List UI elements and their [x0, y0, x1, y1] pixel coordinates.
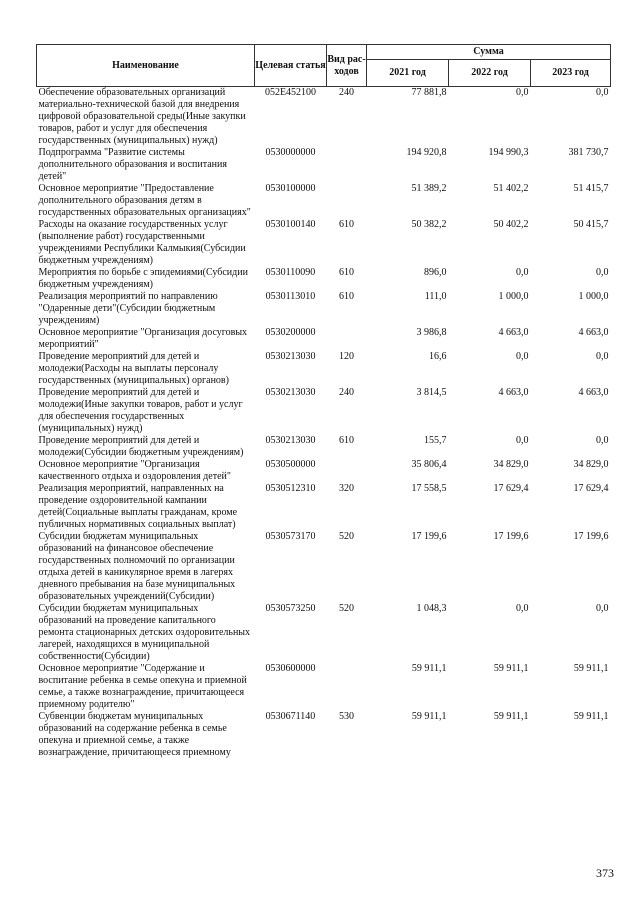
row-kind: 610	[339, 291, 354, 302]
row-sum-2022: 51 402,2	[493, 183, 529, 194]
row-name: Реализация мероприятий, направленных на проведение оздоровительной кампании детей(Социальные выплаты гражданам, кроме публичных нормативных социальных выплат)	[38, 483, 238, 530]
row-sum-2023: 59 911,1	[573, 663, 609, 674]
row-sum-2023: 51 415,7	[573, 183, 609, 194]
row-sum-2022: 0,0	[516, 603, 529, 614]
row-kind: 240	[339, 387, 354, 398]
table-row	[37, 219, 611, 267]
row-name: Проведение мероприятий для детей и молодежи(Иные закупки товаров, работ и услуг для обеспечения государственных (муниципальных) нужд)	[38, 387, 243, 434]
row-code: 0530100000	[265, 183, 316, 194]
row-sum-2021: 155,7	[424, 435, 447, 446]
row-sum-2021: 17 199,6	[411, 531, 447, 542]
row-code: 0530500000	[265, 459, 316, 470]
row-sum-2022: 34 829,0	[493, 459, 529, 470]
table-row	[37, 327, 611, 351]
row-name: Основное мероприятие "Организация качественного отдыха и оздоровления детей"	[38, 459, 231, 482]
row-kind: 610	[339, 435, 354, 446]
row-sum-2023: 17 629,4	[573, 483, 609, 494]
row-name: Субсидии бюджетам муниципальных образований на проведение капитального ремонта стационарных детских оздоровительных лагерей, находящихся в муниципальной собственности(Субсидии)	[38, 603, 251, 662]
table-row	[37, 147, 611, 183]
header-year-2022: 2022 год	[449, 60, 531, 87]
row-kind	[327, 663, 367, 711]
row-kind	[327, 183, 367, 219]
row-name: Обеспечение образовательных организаций материально-технической базой для внедрения цифровой образовательной среды(Иные закупки товаров, работ и услуг для обеспечения государственных (муниципальных) нужд)	[38, 87, 246, 146]
row-name: Субсидии бюджетам муниципальных образований на финансовое обеспечение государственных полномочий по организации отдыха детей в каникулярное время в лагерях дневного пребывания на базе муниципальных образовательных учреждений(Субсидии)	[38, 531, 236, 602]
row-sum-2021: 3 814,5	[416, 387, 447, 398]
row-code: 0530113010	[265, 291, 316, 302]
row-sum-2023: 0,0	[596, 351, 609, 362]
header-year-2023: 2023 год	[531, 60, 611, 87]
table-row	[37, 531, 611, 603]
table-row	[37, 483, 611, 531]
table-body	[37, 87, 611, 760]
table-row	[37, 183, 611, 219]
row-code: 0530100140	[265, 219, 316, 230]
row-sum-2021: 77 881,8	[411, 87, 447, 98]
table-row	[37, 87, 611, 148]
table-row	[37, 351, 611, 387]
header-name: Наименование	[37, 45, 255, 87]
row-sum-2021: 35 806,4	[411, 459, 447, 470]
row-sum-2022: 17 199,6	[493, 531, 529, 542]
budget-table	[36, 44, 611, 759]
row-sum-2021: 17 558,5	[411, 483, 447, 494]
row-sum-2022: 0,0	[516, 87, 529, 98]
row-name: Мероприятия по борьбе с эпидемиями(Субсидии бюджетным учреждениям)	[38, 267, 248, 290]
row-kind	[327, 327, 367, 351]
row-code: 0530573250	[265, 603, 316, 614]
row-sum-2023: 381 730,7	[568, 147, 609, 158]
table-row	[37, 435, 611, 459]
table-row	[37, 603, 611, 663]
row-kind	[327, 459, 367, 483]
row-sum-2022: 50 402,2	[493, 219, 529, 230]
row-code: 0530213030	[265, 387, 316, 398]
row-kind	[327, 147, 367, 183]
row-sum-2021: 16,6	[429, 351, 447, 362]
row-code: 0530573170	[265, 531, 316, 542]
table-row	[37, 663, 611, 711]
row-kind: 530	[339, 711, 354, 722]
row-sum-2022: 17 629,4	[493, 483, 529, 494]
row-kind: 610	[339, 219, 354, 230]
row-sum-2023: 1 000,0	[578, 291, 609, 302]
row-sum-2022: 4 663,0	[498, 327, 529, 338]
row-sum-2023: 4 663,0	[578, 387, 609, 398]
row-kind: 520	[339, 603, 354, 614]
row-kind: 520	[339, 531, 354, 542]
row-name: Проведение мероприятий для детей и молодежи(Субсидии бюджетным учреждениям)	[38, 435, 244, 458]
row-sum-2022: 0,0	[516, 351, 529, 362]
row-sum-2021: 3 986,8	[416, 327, 447, 338]
row-sum-2021: 59 911,1	[411, 711, 447, 722]
row-sum-2022: 1 000,0	[498, 291, 529, 302]
table-row	[37, 459, 611, 483]
row-name: Реализация мероприятий по направлению "Одаренные дети"(Субсидии бюджетным учреждениям)	[38, 291, 218, 326]
row-sum-2023: 50 415,7	[573, 219, 609, 230]
row-sum-2023: 0,0	[596, 603, 609, 614]
row-code: 0530213030	[265, 351, 316, 362]
row-kind: 120	[339, 351, 354, 362]
row-code: 0530600000	[265, 663, 316, 674]
row-code: 0530512310	[265, 483, 316, 494]
row-code: 0530200000	[265, 327, 316, 338]
row-sum-2022: 4 663,0	[498, 387, 529, 398]
row-sum-2021: 50 382,2	[411, 219, 447, 230]
table-row	[37, 387, 611, 435]
row-sum-2022: 194 990,3	[488, 147, 529, 158]
header-code: Целевая статья	[255, 45, 327, 87]
header-sum: Сумма	[367, 45, 611, 60]
row-sum-2021: 111,0	[424, 291, 447, 302]
row-name: Субвенции бюджетам муниципальных образований на содержание ребенка в семье опекуна и приемной семье, а также вознаграждение, причитающееся приемному	[38, 711, 231, 758]
row-sum-2022: 59 911,1	[493, 711, 529, 722]
row-sum-2022: 59 911,1	[493, 663, 529, 674]
row-sum-2023: 4 663,0	[578, 327, 609, 338]
table-row	[37, 291, 611, 327]
row-name: Основное мероприятие "Предоставление дополнительного образования детям в государственных образовательных организациях"	[38, 183, 251, 218]
row-kind: 320	[339, 483, 354, 494]
row-name: Подпрограмма "Развитие системы дополнительного образования и воспитания детей"	[38, 147, 227, 182]
row-sum-2023: 0,0	[596, 267, 609, 278]
row-sum-2023: 17 199,6	[573, 531, 609, 542]
row-sum-2023: 34 829,0	[573, 459, 609, 470]
row-sum-2023: 0,0	[596, 435, 609, 446]
table-row	[37, 711, 611, 759]
row-sum-2021: 1 048,3	[416, 603, 447, 614]
row-code: 0530110090	[265, 267, 316, 278]
row-code: 0530000000	[265, 147, 316, 158]
row-sum-2021: 896,0	[424, 267, 447, 278]
row-name: Расходы на оказание государственных услуг (выполнение работ) государственными учреждениями Республики Калмыкия(Субсидии бюджетным учреждениям)	[38, 219, 246, 266]
row-name: Основное мероприятие "Содержание и воспитание ребенка в семье опекуна и приемной семье, а также вознаграждение, причитающееся приемному родителю"	[38, 663, 247, 710]
row-code: 0530213030	[265, 435, 316, 446]
header-kind: Вид рас-ходов	[327, 45, 367, 87]
page-number: 373	[596, 866, 614, 880]
row-sum-2022: 0,0	[516, 267, 529, 278]
row-sum-2021: 59 911,1	[411, 663, 447, 674]
row-sum-2021: 194 920,8	[406, 147, 447, 158]
row-sum-2021: 51 389,2	[411, 183, 447, 194]
row-name: Основное мероприятие "Организация досуговых мероприятий"	[38, 327, 248, 350]
row-code: 0530671140	[265, 711, 316, 722]
header-year-2021: 2021 год	[367, 60, 449, 87]
row-kind: 610	[339, 267, 354, 278]
row-code: 052E452100	[264, 87, 317, 98]
row-sum-2022: 0,0	[516, 435, 529, 446]
row-sum-2023: 0,0	[596, 87, 609, 98]
table-row	[37, 267, 611, 291]
row-sum-2023: 59 911,1	[573, 711, 609, 722]
row-kind: 240	[339, 87, 354, 98]
row-name: Проведение мероприятий для детей и молодежи(Расходы на выплаты персоналу государственных (муниципальных) органов)	[38, 351, 229, 386]
